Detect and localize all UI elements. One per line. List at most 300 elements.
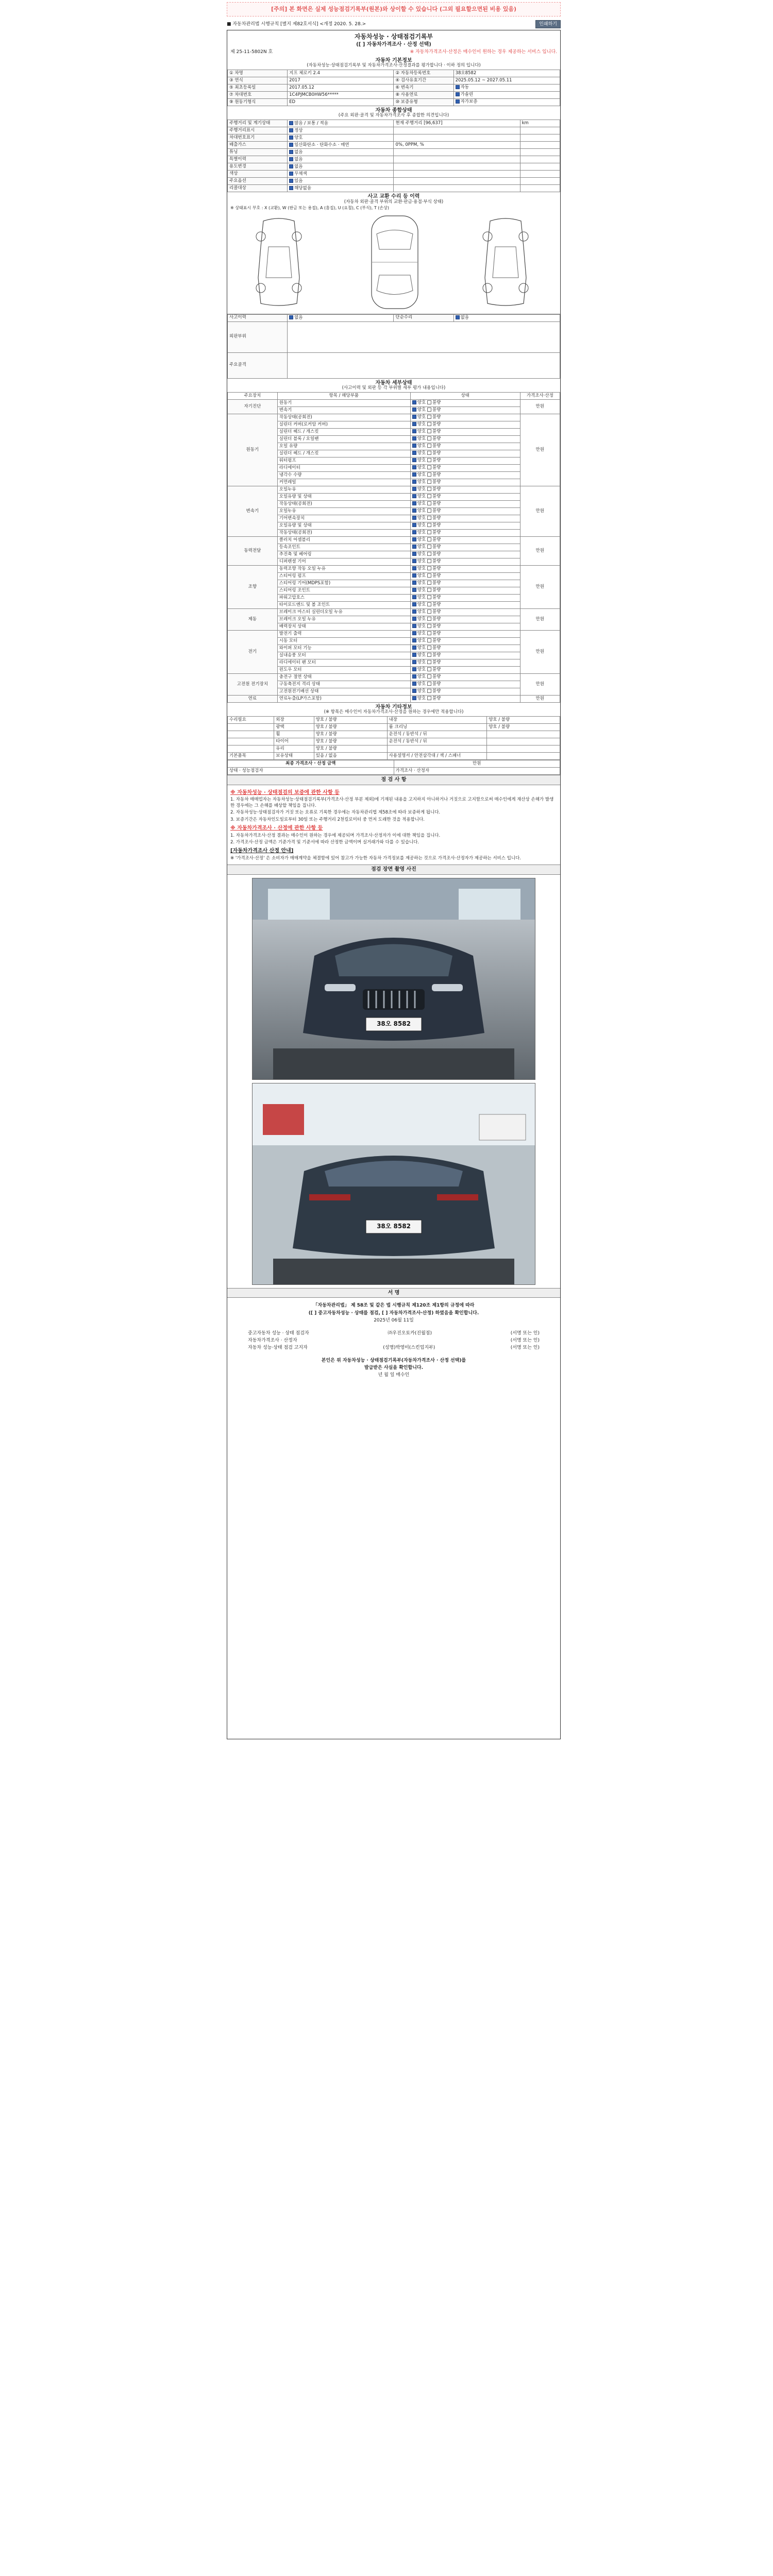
detail-group-label: 원동기 — [228, 414, 278, 486]
table-cell — [394, 163, 520, 171]
table-cell — [394, 142, 520, 149]
table-cell — [487, 731, 560, 738]
state-ok-text: 양호 — [417, 494, 427, 499]
detail-price: 만원 — [520, 695, 560, 702]
detail-item: 디퍼렌셜 기어 — [277, 558, 410, 565]
state-bad-text: 불량 — [432, 681, 441, 687]
signature-row — [227, 1331, 560, 1336]
checkbox-unchecked — [427, 436, 431, 440]
table-cell — [288, 314, 394, 321]
detail-state — [410, 673, 520, 681]
detail-state — [410, 601, 520, 608]
status-info-title: 자동차 종합상태 — [227, 106, 560, 114]
checkbox-checked — [289, 172, 293, 176]
state-bad-text: 불량 — [432, 573, 441, 579]
detail-state — [410, 522, 520, 529]
detail-group-label: 연료 — [228, 695, 278, 702]
table-cell — [288, 163, 394, 171]
photos-title: 점검 장면 촬영 사진 — [227, 865, 560, 875]
serial-number: 제 25-11-5802N 호 — [230, 49, 273, 55]
basic-info-table — [227, 70, 560, 106]
checkbox-checked — [412, 667, 416, 671]
checkbox-unchecked — [427, 617, 431, 621]
table-cell-text: 있음 — [294, 178, 303, 184]
table-row — [228, 522, 560, 529]
table-header: 상태 — [410, 392, 520, 399]
checkbox-checked — [412, 566, 416, 570]
checkbox-unchecked — [427, 530, 431, 534]
detail-item: 연료누출(LP가스포함) — [277, 695, 410, 702]
state-ok-text: 양호 — [417, 580, 427, 586]
detail-state — [410, 443, 520, 450]
state-bad-text: 불량 — [432, 587, 441, 593]
table-cell: ⑦ 차대번호 — [228, 91, 288, 98]
table-cell — [288, 171, 394, 178]
table-cell — [228, 120, 288, 127]
table-cell: 기본품목 — [228, 753, 274, 760]
state-bad-text: 불량 — [432, 595, 441, 600]
detail-group-label: 고전원 전기장치 — [228, 673, 278, 695]
checkbox-checked — [412, 408, 416, 412]
accident-table — [227, 314, 560, 379]
checkbox-unchecked — [427, 631, 431, 635]
state-ok-text: 양호 — [417, 414, 427, 420]
state-ok-text: 양호 — [417, 681, 427, 687]
detail-item: 작동상태(공회전) — [277, 529, 410, 536]
detail-item: 원동기 — [277, 399, 410, 406]
detail-subtitle: (사고이력 및 외판 등 각 부위별 세부 평가 내용입니다) — [342, 385, 446, 391]
table-cell — [520, 178, 560, 185]
table-cell-text: 없음 — [294, 164, 303, 170]
notes-paragraph: 3. 보증기간은 자동차인도일로부터 30일 또는 주행거리 2천킬로미터 중 먼저 도래한 것을 적용합니다. — [230, 817, 425, 822]
state-ok-text: 양호 — [417, 551, 427, 557]
checkbox-checked — [412, 444, 416, 448]
detail-group-label: 동력전달 — [228, 536, 278, 565]
checkbox-unchecked — [427, 689, 431, 693]
state-bad-text: 불량 — [432, 472, 441, 478]
table-row — [228, 529, 560, 536]
table-cell-text: 튜닝 — [229, 149, 238, 155]
state-ok-text: 양호 — [417, 486, 427, 492]
table-cell — [228, 127, 288, 134]
signature-footer — [227, 1353, 560, 1383]
table-row — [228, 185, 560, 192]
state-bad-text: 불량 — [432, 508, 441, 514]
price-title: 최종 가격조사 · 산정 금액 — [228, 760, 394, 768]
table-cell-text: 무채색 — [294, 171, 307, 177]
detail-item: 기어변속장치 — [277, 515, 410, 522]
state-bad-text: 불량 — [432, 515, 441, 521]
table-row — [228, 515, 560, 522]
detail-item: 등속조인트 — [277, 544, 410, 551]
table-cell-text: 일산화탄소 · 탄화수소 · 매연 — [294, 142, 349, 148]
table-cell — [228, 171, 288, 178]
checkbox-unchecked — [427, 674, 431, 679]
checkbox-unchecked — [427, 602, 431, 606]
checkbox-checked — [412, 501, 416, 505]
detail-state — [410, 457, 520, 464]
checkbox-checked — [456, 92, 460, 96]
detail-item: 파워고압호스 — [277, 594, 410, 601]
license-plate: 38오 8582 — [377, 1223, 411, 1230]
table-row — [228, 731, 560, 738]
table-cell: ⑧ 사용연료 — [394, 91, 453, 98]
detail-item: 실린더 헤드 / 개스킷 — [277, 450, 410, 457]
table-cell-text: 0%, 0PPM, % — [395, 142, 424, 147]
signature-rows — [227, 1331, 560, 1351]
table-cell: 양호 / 불량 — [487, 717, 560, 724]
state-ok-text: 양호 — [417, 674, 427, 680]
detail-state — [410, 464, 520, 471]
detail-state — [410, 652, 520, 659]
signature-role: 중고자동차 성능 · 상태 점검자 — [248, 1330, 309, 1336]
car-rear-photo — [253, 1083, 535, 1284]
table-cell-text: 색상 — [229, 171, 238, 176]
state-bad-text: 불량 — [432, 400, 441, 405]
detail-price: 만원 — [520, 673, 560, 695]
detail-state — [410, 507, 520, 515]
checkbox-unchecked — [427, 465, 431, 469]
notice-banner: [주의] 본 화면은 실제 성능점검기록부(원본)와 상이할 수 있습니다 (그외 필요할으면된 비용 있음) — [227, 2, 561, 16]
checkbox-checked — [412, 631, 416, 635]
table-row — [228, 435, 560, 443]
table-cell: 양호 / 불량 — [314, 724, 387, 731]
table-row — [228, 558, 560, 565]
checkbox-checked — [412, 638, 416, 642]
checkbox-checked — [412, 523, 416, 527]
table-cell: ① 차명 — [228, 70, 288, 77]
state-bad-text: 불량 — [432, 479, 441, 485]
checkbox-unchecked — [427, 444, 431, 448]
detail-item: 오일누유 — [277, 507, 410, 515]
inspector-label: 가격조사 · 산정자 — [394, 768, 560, 775]
table-cell — [520, 127, 560, 134]
table-row — [228, 321, 560, 352]
state-ok-text: 양호 — [417, 623, 427, 629]
table-cell — [453, 314, 560, 321]
state-bad-text: 불량 — [432, 580, 441, 586]
table-cell-text: 정상 — [294, 128, 303, 133]
table-cell-text: 주행거리표시 — [229, 127, 255, 133]
table-cell — [394, 149, 520, 156]
state-ok-text: 양호 — [417, 537, 427, 543]
notes-paragraph: 1. 자동차 매매업자는 자동차성능·상태점검기록부(가격조사·산정 부분 제외)에 기재된 내용을 고지하지 아니하거나 거짓으로 고지함으로써 매수인에게 재산상 손해가 발생한 경우에는 그 손해를 배상할 책임을 집니다. — [230, 797, 554, 808]
state-bad-text: 불량 — [432, 638, 441, 643]
diagram-title: 사고 교환 수리 등 이력 — [227, 192, 560, 200]
checkbox-unchecked — [427, 516, 431, 520]
checkbox-checked — [412, 609, 416, 614]
state-ok-text: 양호 — [417, 573, 427, 579]
checkbox-unchecked — [427, 509, 431, 513]
checkbox-unchecked — [427, 646, 431, 650]
signature-date: 2025년 06월 11일 — [374, 1318, 414, 1324]
checkbox-unchecked — [427, 581, 431, 585]
detail-item: 라디에이터 팬 모터 — [277, 659, 410, 666]
state-ok-text: 양호 — [417, 457, 427, 463]
signature-name: ㈜우진오토카(진월점) — [388, 1330, 432, 1336]
checkbox-unchecked — [427, 408, 431, 412]
detail-item: 오일유량 및 상태 — [277, 493, 410, 500]
table-cell — [453, 84, 560, 91]
detail-item: 워터펌프 — [277, 457, 410, 464]
table-row — [228, 120, 560, 127]
checkbox-unchecked — [427, 653, 431, 657]
table-row — [228, 406, 560, 414]
signature-statement: ([ ] 중고자동차성능 · 상태를 점검, [ ] 자동차가격조사·산정) 하였음을 확인합니다. — [308, 1310, 479, 1316]
detail-item: 타이로드엔드 및 볼 조인트 — [277, 601, 410, 608]
state-ok-text: 양호 — [417, 558, 427, 564]
table-row — [228, 738, 560, 745]
table-row — [228, 544, 560, 551]
state-ok-text: 양호 — [417, 479, 427, 485]
checkbox-unchecked — [427, 638, 431, 642]
table-row — [228, 314, 560, 321]
detail-state — [410, 493, 520, 500]
table-row — [228, 156, 560, 163]
table-cell — [394, 185, 520, 192]
state-bad-text: 불량 — [432, 501, 441, 506]
table-cell-text: 없음 — [294, 315, 303, 320]
checkbox-unchecked — [427, 595, 431, 599]
inspector-label: 상태 · 성능점검자 — [228, 768, 394, 775]
table-cell: 사용설명서 / 안전삼각대 / 잭 / 스패너 — [387, 753, 487, 760]
table-row — [228, 601, 560, 608]
checkbox-unchecked — [427, 501, 431, 505]
table-cell-text: 용도변경 — [229, 163, 246, 169]
detail-item: 추진축 및 베어링 — [277, 551, 410, 558]
checkbox-unchecked — [427, 400, 431, 404]
detail-item: 시동 모터 — [277, 637, 410, 645]
table-cell — [228, 149, 288, 156]
checkbox-checked — [412, 696, 416, 700]
checkbox-checked — [412, 689, 416, 693]
state-ok-text: 양호 — [417, 530, 427, 535]
table-cell-text: 현재 주행거리 [96,637] — [395, 120, 443, 126]
table-row — [228, 486, 560, 493]
detail-state — [410, 421, 520, 428]
table-row — [228, 77, 560, 84]
detail-state — [410, 637, 520, 645]
detail-state — [410, 695, 520, 702]
table-row — [228, 507, 560, 515]
table-cell — [228, 134, 288, 142]
car-left-side-diagram — [248, 216, 310, 309]
state-ok-text: 양호 — [417, 429, 427, 434]
detail-state — [410, 645, 520, 652]
state-bad-text: 불량 — [432, 566, 441, 571]
basic-info-subtitle: (자동차성능·상태점검기록부 및 자동차가격조사·산정결과를 평가합니다 · 이하 정의 입니다) — [307, 63, 481, 69]
detail-item: 브레이크 오일 누유 — [277, 616, 410, 623]
car-front-photo — [253, 878, 535, 1079]
notes-section — [227, 785, 560, 865]
checkbox-unchecked — [427, 624, 431, 628]
detail-item: 스티어링 펌프 — [277, 572, 410, 580]
state-ok-text: 양호 — [417, 638, 427, 643]
checkbox-unchecked — [427, 415, 431, 419]
state-bad-text: 불량 — [432, 616, 441, 622]
detail-state — [410, 479, 520, 486]
print-button[interactable]: 인쇄하기 — [535, 20, 561, 28]
signature-row — [227, 1338, 560, 1343]
table-cell: 2017 — [288, 77, 394, 84]
table-row — [228, 745, 560, 753]
table-row — [228, 724, 560, 731]
options-subtitle: (※ 항목은 매수인이 자동차가격조사·산정을 원하는 경우에만 적용합니다) — [324, 709, 464, 715]
table-cell: 타이어 — [274, 738, 314, 745]
checkbox-checked — [412, 537, 416, 541]
checkbox-checked — [412, 451, 416, 455]
state-bad-text: 불량 — [432, 645, 441, 651]
notes-paragraph: 1. 자동차가격조사·산정 결과는 매수인이 원하는 경우에 제공되며 가격조사·산정자가 이에 대한 책임을 집니다. — [230, 833, 441, 838]
checkbox-checked — [412, 559, 416, 563]
table-cell: 양호 / 불량 — [314, 745, 387, 753]
checkbox-checked — [289, 128, 293, 132]
checkbox-checked — [412, 480, 416, 484]
checkbox-checked — [412, 509, 416, 513]
table-row — [228, 399, 560, 406]
table-cell — [288, 120, 394, 127]
table-cell: 보유상태 — [274, 753, 314, 760]
table-row — [228, 630, 560, 637]
table-cell — [228, 185, 288, 192]
checkbox-checked — [412, 545, 416, 549]
detail-group-label: 변속기 — [228, 486, 278, 536]
state-ok-text: 양호 — [417, 407, 427, 413]
table-cell — [520, 171, 560, 178]
checkbox-unchecked — [427, 609, 431, 614]
signature-statement: 「자동차관리법」 제 58조 및 같은 법 시행규칙 제120조 제1항의 규정에 따라 — [313, 1303, 475, 1309]
detail-state — [410, 406, 520, 414]
table-cell: 양호 / 불량 — [314, 731, 387, 738]
table-cell — [288, 185, 394, 192]
car-right-side-diagram — [475, 216, 536, 309]
checkbox-unchecked — [427, 494, 431, 498]
table-cell — [228, 745, 274, 753]
table-row — [228, 666, 560, 673]
state-bad-text: 불량 — [432, 558, 441, 564]
detail-state — [410, 572, 520, 580]
state-bad-text: 불량 — [432, 674, 441, 680]
checkbox-unchecked — [427, 566, 431, 570]
table-cell — [288, 156, 394, 163]
detail-item: 커먼레일 — [277, 479, 410, 486]
checkbox-checked — [456, 315, 460, 319]
table-row — [228, 673, 560, 681]
table-cell — [520, 156, 560, 163]
checkbox-unchecked — [427, 472, 431, 477]
table-cell — [288, 178, 394, 185]
state-bad-text: 불량 — [432, 429, 441, 434]
table-cell — [520, 185, 560, 192]
table-row — [228, 623, 560, 630]
table-cell-text: 배출가스 — [229, 142, 246, 147]
state-bad-text: 불량 — [432, 696, 441, 701]
detail-item: 실내송풍 모터 — [277, 652, 410, 659]
detail-state — [410, 608, 520, 616]
detail-state — [410, 558, 520, 565]
table-row — [228, 142, 560, 149]
signature-sign: (서명 또는 인) — [510, 1330, 540, 1336]
checkbox-unchecked — [427, 487, 431, 491]
table-cell — [288, 134, 394, 142]
checkbox-checked — [412, 653, 416, 657]
state-bad-text: 불량 — [432, 631, 441, 636]
detail-state — [410, 544, 520, 551]
state-ok-text: 양호 — [417, 436, 427, 442]
detail-state — [410, 623, 520, 630]
table-cell-text: 자동 — [460, 84, 469, 90]
state-bad-text: 불량 — [432, 551, 441, 557]
table-row — [228, 464, 560, 471]
checkbox-unchecked — [427, 552, 431, 556]
table-row — [228, 149, 560, 156]
checkbox-unchecked — [427, 667, 431, 671]
table-row — [228, 471, 560, 479]
checkbox-checked — [289, 143, 293, 147]
state-bad-text: 불량 — [432, 436, 441, 442]
state-ok-text: 양호 — [417, 667, 427, 672]
table-row — [228, 134, 560, 142]
checkbox-unchecked — [427, 422, 431, 426]
table-cell — [288, 142, 394, 149]
table-cell-text: 없음 — [460, 315, 469, 320]
detail-state — [410, 688, 520, 695]
checkbox-checked — [412, 581, 416, 585]
table-cell-text: 없음 — [294, 149, 303, 155]
checkbox-unchecked — [427, 480, 431, 484]
detail-state — [410, 630, 520, 637]
table-cell: 2025.05.12 ~ 2027.05.11 — [453, 77, 560, 84]
state-ok-text: 양호 — [417, 659, 427, 665]
table-cell — [453, 91, 560, 98]
detail-item: 충전구 절연 상태 — [277, 673, 410, 681]
detail-price: 만원 — [520, 486, 560, 536]
state-ok-text: 양호 — [417, 595, 427, 600]
state-ok-text: 양호 — [417, 616, 427, 622]
table-cell — [394, 171, 520, 178]
state-bad-text: 불량 — [432, 443, 441, 449]
checkbox-checked — [412, 458, 416, 462]
basic-info-title: 자동차 기본정보 — [227, 56, 560, 64]
state-ok-text: 양호 — [417, 587, 427, 593]
checkbox-unchecked — [427, 682, 431, 686]
state-bad-text: 불량 — [432, 667, 441, 672]
table-cell — [487, 753, 560, 760]
detail-state — [410, 681, 520, 688]
table-cell: 외장 — [274, 717, 314, 724]
table-cell: 주요골격 — [228, 352, 288, 378]
table-cell-text: 많음 / 보통 / 적음 — [294, 121, 328, 126]
checkbox-checked — [412, 588, 416, 592]
table-cell: ⑨ 원동기형식 — [228, 98, 288, 106]
inspection-photo-front — [252, 878, 535, 1080]
notes-heading-1: ※ 자동차성능 · 상태점검의 보증에 관한 사항 등 — [230, 789, 340, 795]
table-cell-text: 해당없음 — [294, 185, 311, 191]
detail-state — [410, 435, 520, 443]
table-cell — [520, 134, 560, 142]
checkbox-unchecked — [427, 559, 431, 563]
signature-footer-line: 본인은 위 자동차성능 · 상태점검기록부(자동차가격조사 · 산정 선택)를 — [321, 1358, 466, 1363]
detail-state — [410, 450, 520, 457]
checkbox-unchecked — [427, 429, 431, 433]
table-row — [228, 594, 560, 601]
detail-state — [410, 587, 520, 594]
table-row — [228, 98, 560, 106]
detail-state — [410, 666, 520, 673]
table-cell: 사고이력 — [228, 314, 288, 321]
table-row — [228, 457, 560, 464]
detail-item: 윈도우 모터 — [277, 666, 410, 673]
